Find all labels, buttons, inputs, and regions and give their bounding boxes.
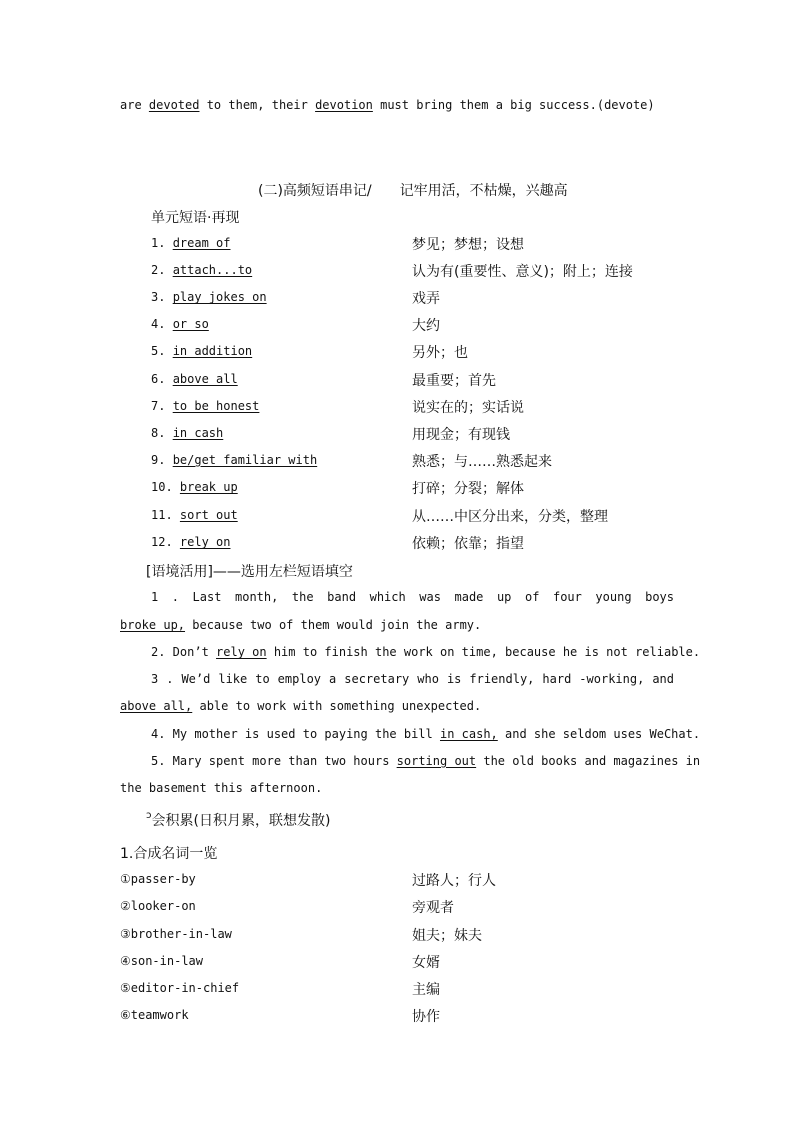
phrase-en: or so — [172, 317, 209, 331]
phrase-item — [151, 263, 252, 277]
phrase-item — [151, 317, 209, 331]
exercise-1-rest: because two of them would join the army. — [185, 618, 482, 632]
compound-cn: 姐夫；妹夫 — [412, 928, 482, 944]
phrase-num: 8. — [151, 426, 173, 440]
phrase-item — [151, 236, 230, 250]
intro-line — [120, 98, 655, 112]
compound-nouns-header: 1.合成名词一览 — [120, 846, 218, 862]
exercise-1-answer: broke up, — [120, 618, 186, 632]
exercise-4 — [151, 727, 700, 741]
phrase-num: 3. — [151, 290, 173, 304]
phrase-cn: 依赖；依靠；指望 — [412, 536, 524, 552]
phrase-num: 4. — [151, 317, 173, 331]
phrase-cn: 从……中区分出来，分类，整理 — [412, 509, 608, 525]
phrase-en: in addition — [172, 344, 253, 358]
exercise-5-text-a: 5. Mary spent more than two hours — [151, 754, 397, 768]
compound-cn: 女婿 — [412, 955, 440, 971]
compound-en: ④son-in-law — [120, 954, 204, 968]
phrase-en: above all — [172, 372, 238, 386]
accumulate-icon: ↄ — [146, 810, 152, 821]
accumulate-header — [146, 810, 330, 830]
phrase-en: sort out — [179, 508, 238, 522]
phrase-num: 5. — [151, 344, 173, 358]
intro-text-3: must bring them a big success.(devote) — [372, 98, 655, 112]
phrase-num: 11. — [151, 508, 180, 522]
phrase-cn: 梦见；梦想；设想 — [412, 237, 524, 253]
phrase-en: to be honest — [172, 399, 260, 413]
phrase-item — [151, 535, 230, 549]
exercise-2-text-b: him to finish the work on time, because he is not reliable. — [266, 645, 701, 659]
phrase-en: be/get familiar with — [172, 453, 318, 467]
exercise-5-line-2: the basement this afternoon. — [120, 781, 323, 795]
phrase-en: play jokes on — [172, 290, 267, 304]
intro-text-1: are — [120, 98, 149, 112]
phrase-cn: 戏弄 — [412, 291, 440, 307]
phrase-num: 7. — [151, 399, 173, 413]
exercise-3-rest: able to work with something unexpected. — [192, 699, 482, 713]
compound-en: ①passer-by — [120, 872, 196, 886]
section-title — [258, 180, 568, 200]
exercise-1-line-1: 1 . Last month, the band which was made up of four young boys — [151, 590, 674, 604]
exercise-5-answer: sorting out — [396, 754, 477, 768]
intro-text-2: to them, their — [199, 98, 316, 112]
phrase-item — [151, 290, 267, 304]
phrase-en: dream of — [172, 236, 231, 250]
exercise-3-answer: above all, — [120, 699, 193, 713]
phrase-num: 1. — [151, 236, 173, 250]
accumulate-header-text: 会积累(日积月累，联想发散) — [151, 813, 331, 829]
phrase-item — [151, 399, 259, 413]
exercise-2-answer: rely on — [216, 645, 267, 659]
intro-answer-devoted: devoted — [148, 98, 200, 112]
phrase-item — [151, 344, 252, 358]
compound-cn: 协作 — [412, 1009, 440, 1025]
section-title-b: 记牢用活，不枯燥，兴趣高 — [399, 183, 568, 199]
phrase-num: 10. — [151, 480, 180, 494]
exercise-4-text-b: and she seldom uses WeChat. — [497, 727, 701, 741]
phrase-cn: 认为有(重要性、意义)；附上；连接 — [412, 264, 633, 280]
phrase-en: attach...to — [172, 263, 253, 277]
phrase-item — [151, 426, 223, 440]
phrase-item — [151, 508, 238, 522]
exercise-5-text-b: the old books and magazines in — [476, 754, 701, 768]
phrase-item — [151, 372, 238, 386]
phrase-cn: 用现金；有现钱 — [412, 427, 510, 443]
exercise-3-line-1: 3 . We’d like to employ a secretary who is friendly, hard -working, and — [151, 672, 674, 686]
compound-en: ⑥teamwork — [120, 1008, 189, 1022]
phrase-item — [151, 480, 238, 494]
exercise-2-text-a: 2. Don’t — [151, 645, 217, 659]
phrase-num: 6. — [151, 372, 173, 386]
phrase-num: 9. — [151, 453, 173, 467]
compound-en: ⑤editor-in-chief — [120, 981, 240, 995]
phrase-num: 12. — [151, 535, 180, 549]
compound-cn: 主编 — [412, 982, 440, 998]
unit-phrases-header: 单元短语·再现 — [151, 210, 240, 226]
phrase-cn: 另外；也 — [412, 345, 468, 361]
phrase-cn: 打碎；分裂；解体 — [412, 481, 524, 497]
exercise-2 — [151, 645, 700, 659]
compound-cn: 旁观者 — [412, 900, 454, 916]
phrase-cn: 大约 — [412, 318, 440, 334]
compound-en: ③brother-in-law — [120, 927, 232, 941]
intro-answer-devotion: devotion — [315, 98, 373, 112]
exercise-4-answer: in cash, — [439, 727, 498, 741]
context-header: [语境活用]——选用左栏短语填空 — [146, 564, 353, 580]
phrase-en: in cash — [172, 426, 224, 440]
phrase-cn: 熟悉；与……熟悉起来 — [412, 454, 552, 470]
compound-cn: 过路人；行人 — [412, 873, 496, 889]
phrase-cn: 最重要；首先 — [412, 373, 496, 389]
section-title-a: (二)高频短语串记/ — [258, 183, 372, 199]
compound-en: ②looker-on — [120, 899, 196, 913]
exercise-1-line-2 — [120, 618, 481, 632]
phrase-cn: 说实在的；实话说 — [412, 400, 524, 416]
phrase-en: break up — [179, 480, 238, 494]
exercise-5-line-1 — [151, 754, 700, 768]
exercise-4-text-a: 4. My mother is used to paying the bill — [151, 727, 440, 741]
phrase-num: 2. — [151, 263, 173, 277]
phrase-item — [151, 453, 317, 467]
exercise-3-line-2 — [120, 699, 481, 713]
phrase-en: rely on — [179, 535, 231, 549]
